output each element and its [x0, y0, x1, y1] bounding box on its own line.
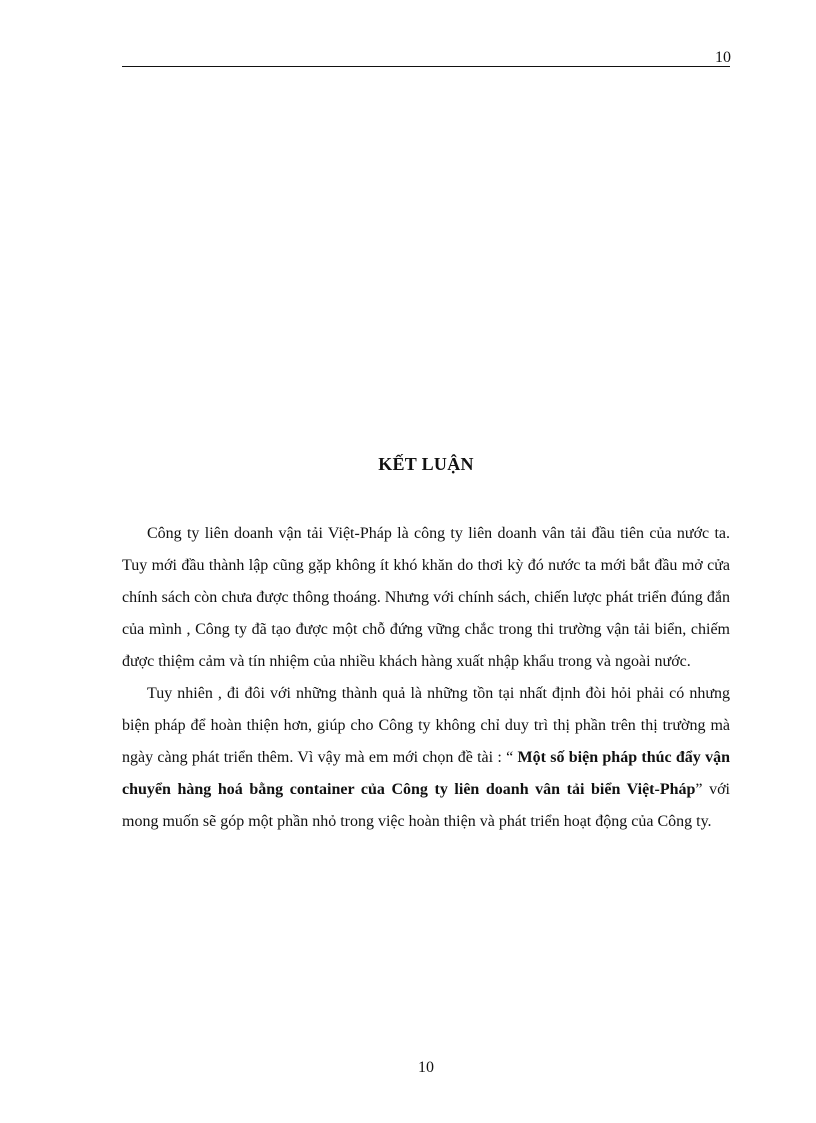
- paragraph-2-intro: Tuy nhiên , đi đôi với những thành quả là những tồn tại nhất định đòi hỏi phải có nhưng biện pháp để hoàn thiện hơn, giúp cho Công ty không chỉ duy trì thị phần trên thị trường mà ngày càng phát triển thêm. Vì vậy mà em mới chọn đề tài : “: [122, 685, 730, 766]
- header-page-number: 10: [715, 49, 731, 66]
- thesis-topic: Một số biện pháp thúc đẩy vận chuyển hàng hoá bằng container của Công ty liên doanh vân tải biển Việt-Pháp: [122, 749, 730, 798]
- footer-page-number: 10: [418, 1059, 434, 1076]
- section-title: KẾT LUẬN: [378, 454, 474, 474]
- paragraph-2: [122, 678, 730, 838]
- body-text: [122, 518, 730, 838]
- header-rule: [122, 66, 730, 67]
- paragraph-2-end: ” với mong muốn sẽ góp một phần nhỏ trong việc hoàn thiện và phát triển hoạt động của Công ty.: [122, 781, 730, 830]
- paragraph-1: Công ty liên doanh vận tải Việt-Pháp là công ty liên doanh vân tải đầu tiên của nước ta. Tuy mới đầu thành lập cũng gặp không ít khó khăn do thơi kỳ đó nước ta mới bắt đầu mở cửa chính sách còn chưa được thông thoáng. Nhưng với chính sách, chiến lược phát triển đúng đắn của mình , Công ty đã tạo được một chỗ đứng vững chắc trong thi trường vận tải biển, chiếm được thiệm cảm và tín nhiệm của nhiều khách hàng xuất nhập khẩu trong và ngoài nước.: [122, 525, 730, 670]
